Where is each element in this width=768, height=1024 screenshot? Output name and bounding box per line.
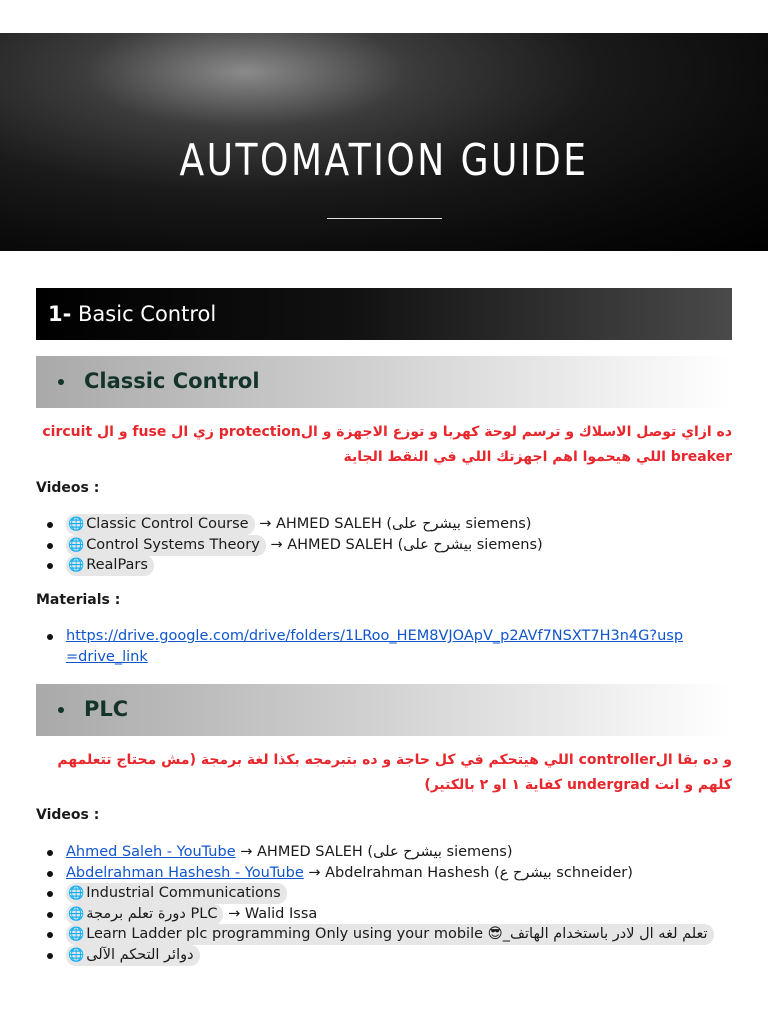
video-link[interactable]: Learn Ladder plc programming Only using your mobile 😎_تعلم لغه ال لادر باستخدام الهاتف <box>86 926 708 942</box>
video-link-chip[interactable] <box>66 535 266 556</box>
classic-control-heading <box>36 356 732 408</box>
globe-icon: 🌐 <box>68 947 85 963</box>
list-item <box>36 626 686 668</box>
list-item <box>36 514 543 535</box>
video-link[interactable]: Classic Control Course <box>86 516 249 532</box>
video-author: → AHMED SALEH (بيشرح على siemens) <box>270 536 543 553</box>
video-author: → Abdelrahman Hashesh (بيشرح ع schneider) <box>308 864 633 881</box>
video-link[interactable]: RealPars <box>86 557 148 573</box>
list-item <box>36 945 714 966</box>
plc-videos-label: Videos : <box>36 807 100 823</box>
header-banner <box>0 33 768 251</box>
materials-list <box>36 626 686 668</box>
plc-title: PLC <box>84 697 129 721</box>
list-item <box>36 924 714 945</box>
plc-description: و ده بقا الcontroller اللي هيتحكم في كل حاجة و ده بتبرمجه بكذا لغة برمجة (مش محتاج تتعلمهم كلهم و انت undergrad كفاية ١ او ٢ بالكتير) <box>57 752 732 793</box>
video-link-chip[interactable] <box>66 883 287 904</box>
video-link[interactable]: Control Systems Theory <box>86 536 260 553</box>
globe-icon: 🌐 <box>68 927 85 942</box>
video-author: → AHMED SALEH (بيشرح على siemens) <box>259 516 532 532</box>
video-link[interactable]: Industrial Communications <box>86 885 281 901</box>
classic-control-description: ده ازاي توصل الاسلاك و ترسم لوحة كهربا و توزع الاجهزة و الprotection زي ال fuse و ال circuit breaker اللي هيحموا اهم اجهزتك اللي في النقط الجاية <box>42 424 732 465</box>
page-title: AUTOMATION GUIDE <box>179 135 589 186</box>
list-item <box>36 863 714 884</box>
list-item <box>36 904 714 925</box>
section-title: Basic Control <box>78 302 217 326</box>
list-item <box>36 883 714 904</box>
globe-icon: 🌐 <box>68 886 85 901</box>
globe-icon: 🌐 <box>68 906 85 922</box>
video-author: → Walid Issa <box>228 905 318 922</box>
list-item <box>36 842 714 863</box>
globe-icon: 🌐 <box>68 517 85 532</box>
video-link[interactable]: دوائر التحكم الآلى <box>86 946 194 963</box>
globe-icon: 🌐 <box>68 537 85 553</box>
classic-control-title: Classic Control <box>84 369 260 393</box>
plc-heading <box>36 684 732 736</box>
list-item <box>36 555 543 576</box>
video-link-chip[interactable] <box>66 924 714 945</box>
video-author: → AHMED SALEH (بيشرح على siemens) <box>240 844 513 860</box>
video-link[interactable]: Ahmed Saleh - YouTube <box>66 844 236 860</box>
globe-icon: 🌐 <box>68 558 85 573</box>
video-link-chip[interactable] <box>66 555 154 576</box>
bullet-icon <box>58 379 64 385</box>
materials-label: Materials : <box>36 592 121 608</box>
list-item <box>36 535 543 556</box>
video-link-chip[interactable] <box>66 904 223 925</box>
video-link-chip[interactable] <box>66 514 255 535</box>
section-number: 1- <box>48 302 72 326</box>
bullet-icon <box>58 707 64 713</box>
section-heading <box>36 288 732 340</box>
title-divider <box>327 218 442 219</box>
video-link[interactable]: Abdelrahman Hashesh - YouTube <box>66 864 304 881</box>
materials-drive-link[interactable]: https://drive.google.com/drive/folders/1LRoo_HEM8VJOApV_p2AVf7NSXT7H3n4G?usp=drive_link <box>66 628 684 665</box>
video-link-chip[interactable] <box>66 945 200 966</box>
classic-videos-list <box>36 514 543 576</box>
plc-videos-list <box>36 842 714 965</box>
classic-videos-label: Videos : <box>36 480 100 496</box>
video-link[interactable]: دورة تعلم برمجة PLC <box>86 905 218 922</box>
